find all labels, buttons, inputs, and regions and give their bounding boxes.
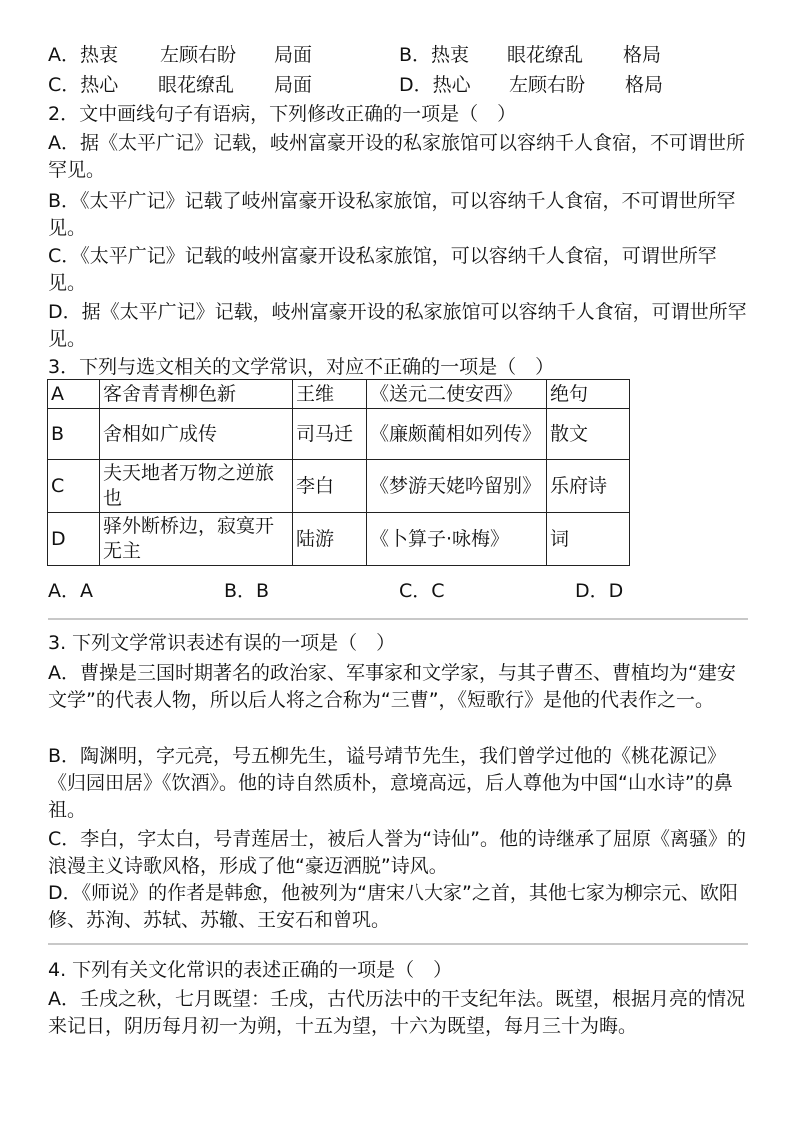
literature-table [47,379,630,566]
table-cell: B [48,409,100,460]
q1-option-b-label: B．热衷 [399,44,470,66]
q2-option-b: B．《太平广记》记载了岐州富豪开设私家旅馆，可以容纳千人食宿，不可谓世所罕见。 [48,190,736,239]
table-cell: 舍相如广成传 [100,409,293,460]
q1-option-c-label: C．热心 [48,74,119,96]
q3-option-c: C．C [399,580,445,602]
q1-option-c-word1: 眼花缭乱 [158,74,235,96]
table-cell: 《廉颇蔺相如列传》 [367,409,547,460]
q1-option-b-word1: 眼花缭乱 [507,44,584,66]
table-cell: 《梦游天姥吟留别》 [367,460,547,513]
q3b-option-a: A．曹操是三国时期著名的政治家、军事家和文学家，与其子曹丕、曹植均为“建安文学”的代表人物，所以后人将之合称为“三曹”，《短歌行》是他的代表作之一。 [48,662,736,711]
q3-option-a: A．A [48,580,93,602]
q3-option-b: B．B [224,580,270,602]
q3-option-d: D．D [575,580,624,602]
table-row [48,460,630,513]
table-cell: 《送元二使安西》 [367,380,547,409]
q3b-option-d: D．《师说》的作者是韩愈，他被列为“唐宋八大家”之首，其他七家为柳宗元、欧阳修、苏洵、苏轼、苏辙、王安石和曾巩。 [48,882,738,931]
q1-option-d-word1: 左顾右盼 [509,74,586,96]
table-row [48,380,630,409]
table-cell: 驿外断桥边，寂寞开无主 [100,513,293,566]
q3-stem: 3．下列与选文相关的文学常识，对应不正确的一项是（ ） [48,356,555,378]
q1-option-c-word2: 局面 [274,74,313,96]
table-cell: 散文 [547,409,630,460]
q3b-option-c: C．李白，字太白，号青莲居士，被后人誉为“诗仙”。他的诗继承了屈原《离骚》的浪漫主义诗歌风格，形成了他“豪迈洒脱”诗风。 [48,828,746,877]
q3b-option-b: B．陶渊明，字元亮，号五柳先生，谥号靖节先生，我们曾学过他的《桃花源记》《归园田居》《饮酒》。他的诗自然质朴，意境高远，后人尊他为中国“山水诗”的鼻祖。 [48,745,733,821]
table-cell: 陆游 [293,513,367,566]
q3b-stem: 3. 下列文学常识表述有误的一项是（ ） [48,632,396,654]
section-divider [48,618,748,620]
q4-stem: 4. 下列有关文化常识的表述正确的一项是（ ） [48,959,453,981]
table-cell: 李白 [293,460,367,513]
table-cell: 夫天地者万物之逆旅也 [100,460,293,513]
q2-stem: 2．文中画线句子有语病，下列修改正确的一项是（ ） [48,103,517,125]
q2-option-c: C．《太平广记》记载的岐州富豪开设私家旅馆，可以容纳千人食宿，可谓世所罕见。 [48,245,717,294]
table-cell: 司马迁 [293,409,367,460]
q1-option-a-word2: 局面 [274,44,313,66]
table-row [48,409,630,460]
table-cell: 词 [547,513,630,566]
q1-option-d-label: D．热心 [399,74,471,96]
table-cell: D [48,513,100,566]
table-cell: 绝句 [547,380,630,409]
table-row [48,513,630,566]
table-cell: 《卜算子·咏梅》 [367,513,547,566]
q1-option-b-word2: 格局 [623,44,662,66]
table-cell: A [48,380,100,409]
q2-option-d: D．据《太平广记》记载，岐州富豪开设的私家旅馆可以容纳千人食宿，可谓世所罕见。 [48,301,747,350]
table-cell: 王维 [293,380,367,409]
q1-option-a-label: A．热衷 [48,44,118,66]
q1-option-a-word1: 左顾右盼 [160,44,237,66]
q2-option-a: A．据《太平广记》记载，岐州富豪开设的私家旅馆可以容纳千人食宿，不可谓世所罕见。 [48,132,745,181]
table-cell: C [48,460,100,513]
q1-option-d-word2: 格局 [625,74,664,96]
table-cell: 客舍青青柳色新 [100,380,293,409]
q4-option-a: A．壬戌之秋，七月既望：壬戌，古代历法中的干支纪年法。既望，根据月亮的情况来记日，阴历每月初一为朔，十五为望，十六为既望，每月三十为晦。 [48,988,745,1037]
section-divider [48,943,748,945]
table-cell: 乐府诗 [547,460,630,513]
